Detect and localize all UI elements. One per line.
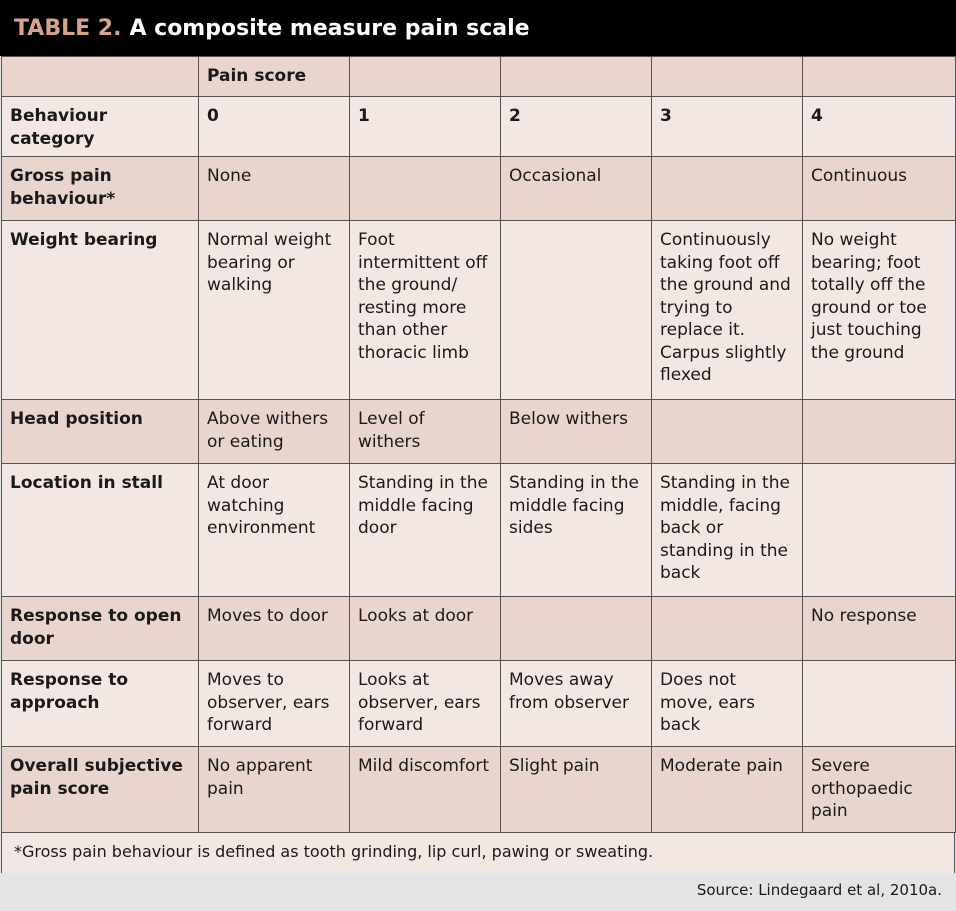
table-cell: Mild discomfort	[350, 747, 501, 833]
pain-scale-table	[1, 56, 956, 833]
row-label: Weight bearing	[2, 221, 199, 400]
header-empty-cell	[652, 57, 803, 97]
column-header-score: 4	[803, 97, 956, 157]
table-cell	[652, 157, 803, 221]
table-number: TABLE 2.	[14, 15, 122, 41]
table-cell: Looks at observer, ears forward	[350, 661, 501, 747]
table-cell: Normal weight bearing or walking	[199, 221, 350, 400]
table-row	[2, 747, 956, 833]
table-cell	[501, 221, 652, 400]
table-cell: Moves away from observer	[501, 661, 652, 747]
table-cell: None	[199, 157, 350, 221]
table-cell: No response	[803, 597, 956, 661]
table-cell: Standing in the middle facing sides	[501, 464, 652, 597]
table-cell	[501, 597, 652, 661]
table-cell	[652, 400, 803, 464]
header-pain-score: Pain score	[199, 57, 350, 97]
source-citation: Source: Lindegaard et al, 2010a.	[0, 873, 956, 911]
table-cell: No apparent pain	[199, 747, 350, 833]
header-row-pain-score	[2, 57, 956, 97]
table-cell: Above withers or eating	[199, 400, 350, 464]
table-cell: Foot intermittent off the ground/ resting more than other thoracic limb	[350, 221, 501, 400]
table-cell: Continuously taking foot off the ground and trying to replace it. Carpus slightly flexed	[652, 221, 803, 400]
table-cell: Level of withers	[350, 400, 501, 464]
table-row	[2, 661, 956, 747]
table-row	[2, 157, 956, 221]
table-row	[2, 400, 956, 464]
table-cell: Slight pain	[501, 747, 652, 833]
row-label: Gross pain behaviour*	[2, 157, 199, 221]
table-cell: Moves to door	[199, 597, 350, 661]
row-label: Head position	[2, 400, 199, 464]
header-empty-cell	[350, 57, 501, 97]
header-empty-cell	[501, 57, 652, 97]
table-cell: Severe orthopaedic pain	[803, 747, 956, 833]
table-cell: Below withers	[501, 400, 652, 464]
column-header-score: 1	[350, 97, 501, 157]
table-cell: Moves to observer, ears forward	[199, 661, 350, 747]
table-row	[2, 221, 956, 400]
table-cell: Standing in the middle, facing back or standing in the back	[652, 464, 803, 597]
row-label: Response to open door	[2, 597, 199, 661]
table-title	[0, 0, 956, 56]
footnote: *Gross pain behaviour is defined as tooth grinding, lip curl, pawing or sweating.	[1, 833, 955, 873]
table-caption: A composite measure pain scale	[129, 15, 530, 41]
column-header-category: Behaviour category	[2, 97, 199, 157]
table-cell: Occasional	[501, 157, 652, 221]
row-label: Response to approach	[2, 661, 199, 747]
column-header-score: 2	[501, 97, 652, 157]
row-label: Overall subjective pain score	[2, 747, 199, 833]
table-cell: At door watching environment	[199, 464, 350, 597]
header-row-scores	[2, 97, 956, 157]
column-header-score: 3	[652, 97, 803, 157]
table-row	[2, 464, 956, 597]
table-cell: Standing in the middle facing door	[350, 464, 501, 597]
table-cell: Continuous	[803, 157, 956, 221]
header-empty-cell	[803, 57, 956, 97]
table-cell	[803, 464, 956, 597]
table-cell	[803, 400, 956, 464]
column-header-score: 0	[199, 97, 350, 157]
table-cell: Looks at door	[350, 597, 501, 661]
header-empty-cell	[2, 57, 199, 97]
row-label: Location in stall	[2, 464, 199, 597]
table-cell: No weight bearing; foot totally off the ground or toe just touching the ground	[803, 221, 956, 400]
table-cell: Does not move, ears back	[652, 661, 803, 747]
table-cell: Moderate pain	[652, 747, 803, 833]
table-cell	[803, 661, 956, 747]
table-cell	[350, 157, 501, 221]
table-cell	[652, 597, 803, 661]
table-row	[2, 597, 956, 661]
